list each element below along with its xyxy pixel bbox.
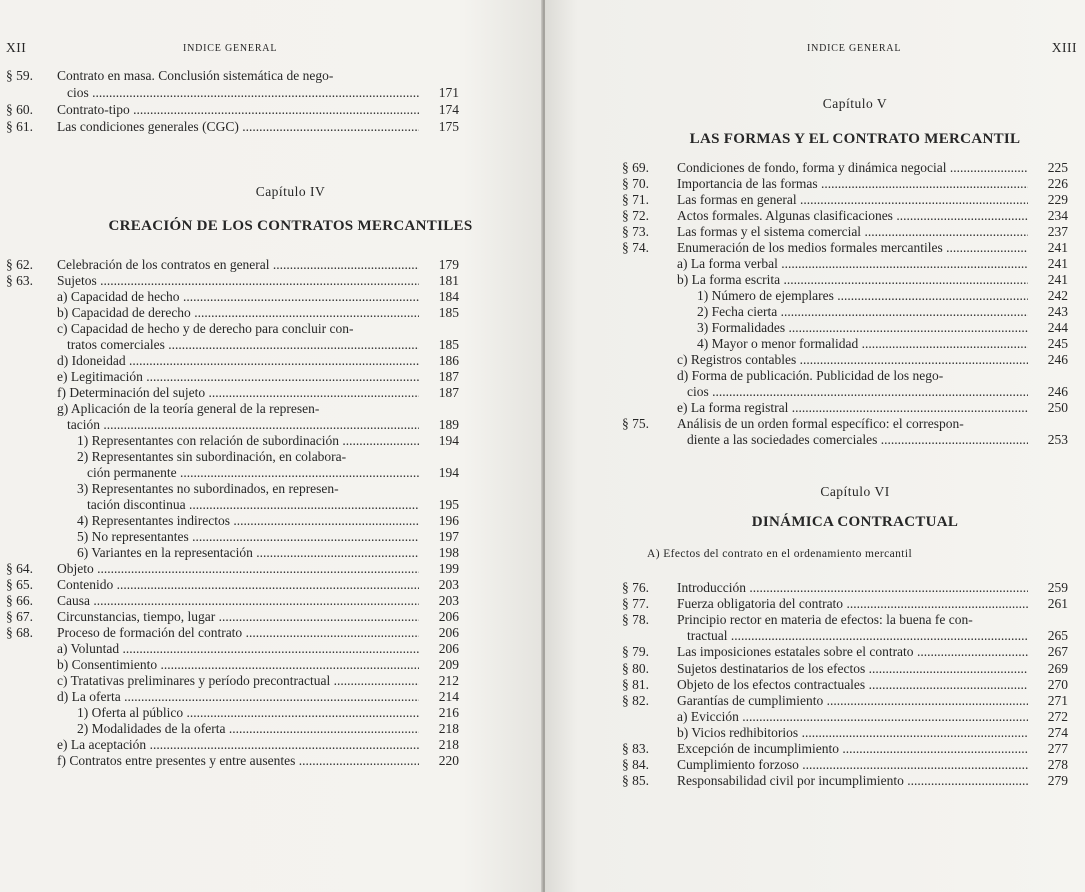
entry-title: Las imposiciones estatales sobre el contrato ..... (677, 644, 1028, 660)
toc-entry (622, 400, 1068, 416)
entry-number: § 67. (6, 609, 33, 624)
entry-title: Contenido ..... (57, 577, 419, 593)
entry-number: § 80. (622, 660, 649, 676)
toc-entry (6, 273, 459, 289)
entry-title: c) Registros contables ..... (677, 352, 1028, 368)
entry-title: 1) Número de ejemplares ..... (697, 288, 1028, 304)
chapter-6-label: Capítulo VI (820, 484, 890, 499)
toc-entry (622, 644, 1068, 660)
entry-title: Objeto de los efectos contractuales ..... (677, 677, 1028, 693)
toc-entry (6, 449, 459, 465)
entry-title: Fuerza obligatoria del contrato ..... (677, 596, 1028, 612)
entry-page: 175 (438, 119, 459, 134)
entry-title: Introducción ..... (677, 580, 1028, 596)
toc-entry (6, 433, 459, 449)
entry-title: Contrato-tipo ..... (57, 102, 419, 118)
entry-page: 209 (438, 657, 459, 672)
entry-number: § 74. (622, 240, 649, 255)
toc-entry (622, 256, 1068, 272)
toc-entry (6, 609, 459, 625)
entry-page: 195 (438, 497, 459, 512)
entry-title: e) Legitimación ..... (57, 369, 419, 385)
toc-entry (622, 336, 1068, 352)
chapter-4-label: Capítulo IV (255, 184, 326, 199)
entry-page: 206 (438, 641, 459, 656)
entry-page: 171 (438, 85, 459, 100)
entry-page: 189 (438, 417, 459, 432)
entry-title: cios ..... (67, 85, 419, 101)
entry-title: a) Evicción ..... (677, 709, 1028, 725)
entry-number: § 70. (622, 176, 649, 191)
toc-entry (622, 725, 1068, 741)
entry-title: Cumplimiento forzoso ..... (677, 757, 1028, 773)
entry-number: § 59. (6, 68, 33, 83)
entry-title: Las formas en general ..... (677, 192, 1028, 208)
entry-title: cios ..... (687, 384, 1028, 400)
entry-title: Contrato en masa. Conclusión sistemática de nego- (57, 68, 334, 83)
entry-title: Causa ..... (57, 593, 419, 609)
left-running-head: INDICE GENERAL (183, 43, 278, 54)
entry-title: tación discontinua ..... (87, 497, 419, 513)
toc-entry (6, 673, 459, 689)
entry-title: 2) Modalidades de la oferta ..... (77, 721, 419, 737)
entry-title: g) Aplicación de la teoría general de la represen- (57, 401, 320, 416)
toc-entry (622, 208, 1068, 224)
entry-title: tractual ..... (687, 628, 1028, 644)
entry-number: § 64. (6, 561, 33, 576)
entry-title: Condiciones de fondo, forma y dinámica negocial ..... (677, 160, 1028, 176)
entry-number: § 72. (622, 208, 649, 223)
entry-page: 214 (438, 689, 459, 704)
entry-page: 194 (438, 465, 459, 480)
entry-page: 181 (438, 273, 459, 288)
toc-entry (622, 384, 1068, 400)
toc-entry (6, 529, 459, 545)
toc-entry (622, 240, 1068, 256)
entry-number: § 63. (6, 273, 33, 288)
toc-entry (6, 497, 459, 513)
entry-page: 270 (1047, 676, 1068, 692)
entry-title: b) La forma escrita ..... (677, 272, 1028, 288)
toc-entry (622, 304, 1068, 320)
toc-entry (622, 320, 1068, 336)
chapter-5-title: LAS FORMAS Y EL CONTRATO MERCANTIL (689, 131, 1021, 147)
entry-page: 269 (1047, 660, 1068, 676)
entry-page: 234 (1047, 208, 1068, 223)
entry-number: § 65. (6, 577, 33, 592)
toc-entry (6, 737, 459, 753)
toc-entry (6, 385, 459, 401)
toc-entry (622, 580, 1068, 596)
entry-page: 241 (1047, 240, 1068, 255)
toc-entry (6, 68, 459, 84)
right-folio: XIII (1051, 40, 1077, 55)
entry-page: 250 (1047, 400, 1068, 415)
entry-title: f) Determinación del sujeto ..... (57, 385, 419, 401)
entry-title: diente a las sociedades comerciales ..... (687, 432, 1028, 448)
entry-title: b) Consentimiento ..... (57, 657, 419, 673)
entry-page: 185 (438, 337, 459, 352)
entry-number: § 66. (6, 593, 33, 608)
entry-title: Las formas y el sistema comercial ..... (677, 224, 1028, 240)
toc-entry (622, 709, 1068, 725)
entry-number: § 69. (622, 160, 649, 175)
entry-title: Principio rector en materia de efectos: la buena fe con- (677, 612, 973, 628)
entry-page: 259 (1047, 580, 1068, 595)
entry-title: 5) No representantes ..... (77, 529, 419, 545)
toc-entry (622, 596, 1068, 612)
toc-entry (622, 661, 1068, 677)
toc-entry (6, 401, 459, 417)
entry-page: 185 (438, 305, 459, 320)
entry-page: 271 (1047, 692, 1068, 708)
toc-entry (6, 481, 459, 497)
right-page (545, 0, 1085, 892)
entry-page: 274 (1047, 724, 1068, 740)
toc-entry (622, 741, 1068, 757)
toc-entry (622, 160, 1068, 176)
entry-title: d) Forma de publicación. Publicidad de los nego- (677, 368, 944, 383)
entry-page: 206 (438, 609, 459, 624)
entry-title: 6) Variantes en la representación ..... (77, 545, 419, 561)
entry-title: a) Capacidad de hecho ..... (57, 289, 419, 305)
entry-page: 196 (438, 513, 459, 528)
entry-number: § 75. (622, 416, 649, 431)
entry-page: 174 (438, 102, 459, 117)
toc-entry (622, 628, 1068, 644)
entry-title: a) Voluntad ..... (57, 641, 419, 657)
toc-entry (622, 288, 1068, 304)
entry-title: Enumeración de los medios formales mercantiles ..... (677, 240, 1028, 256)
toc-entry (622, 368, 1068, 384)
entry-page: 203 (438, 593, 459, 608)
chapter-5-label: Capítulo V (822, 96, 888, 111)
toc-entry (622, 224, 1068, 240)
entry-page: 241 (1047, 256, 1068, 271)
toc-entry (622, 352, 1068, 368)
entry-page: 279 (1047, 773, 1068, 789)
entry-title: b) Capacidad de derecho ..... (57, 305, 419, 321)
entry-page: 246 (1047, 384, 1068, 399)
entry-number: § 81. (622, 676, 649, 692)
entry-title: 4) Mayor o menor formalidad ..... (697, 336, 1028, 352)
toc-entry (622, 612, 1068, 628)
entry-page: 187 (438, 369, 459, 384)
entry-title: e) La aceptación ..... (57, 737, 419, 753)
entry-page: 184 (438, 289, 459, 304)
toc-entry (622, 677, 1068, 693)
entry-title: Objeto ..... (57, 561, 419, 577)
entry-page: 244 (1047, 320, 1068, 335)
toc-entry (6, 369, 459, 385)
toc-entry (622, 693, 1068, 709)
entry-title: d) La oferta ..... (57, 689, 419, 705)
entry-number: § 85. (622, 773, 649, 789)
entry-number: § 73. (622, 224, 649, 239)
entry-title: a) La forma verbal ..... (677, 256, 1028, 272)
toc-entry (6, 513, 459, 529)
entry-page: 212 (438, 673, 459, 688)
entry-page: 197 (438, 529, 459, 544)
entry-page: 242 (1047, 288, 1068, 303)
entry-page: 267 (1047, 644, 1068, 660)
toc-entry (6, 257, 459, 273)
entry-title: Actos formales. Algunas clasificaciones ..... (677, 208, 1028, 224)
left-folio: XII (6, 40, 27, 55)
entry-title: Celebración de los contratos en general ..... (57, 257, 419, 273)
entry-number: § 60. (6, 102, 33, 117)
entry-page: 261 (1047, 596, 1068, 612)
entry-title: Garantías de cumplimiento ..... (677, 693, 1028, 709)
entry-title: c) Tratativas preliminares y período precontractual ..... (57, 673, 419, 689)
entry-number: § 61. (6, 119, 33, 134)
entry-number: § 83. (622, 741, 649, 756)
toc-entry (6, 721, 459, 737)
entry-page: 265 (1047, 628, 1068, 644)
entry-title: Circunstancias, tiempo, lugar ..... (57, 609, 419, 625)
entry-page: 245 (1047, 336, 1068, 351)
entry-page: 277 (1047, 741, 1068, 756)
entry-number: § 78. (622, 612, 649, 628)
entry-title: ción permanente ..... (87, 465, 419, 481)
entry-page: 225 (1047, 160, 1068, 175)
toc-entry (622, 432, 1068, 448)
entry-title: Sujetos ..... (57, 273, 419, 289)
toc-entry (6, 305, 459, 321)
entry-title: Sujetos destinatarios de los efectos ..... (677, 661, 1028, 677)
entry-number: § 62. (6, 257, 33, 272)
toc-entry (6, 85, 459, 101)
entry-title: Excepción de incumplimiento ..... (677, 741, 1028, 757)
toc-entry (6, 321, 459, 337)
toc-entry (6, 705, 459, 721)
entry-number: § 71. (622, 192, 649, 207)
toc-entry (6, 593, 459, 609)
chapter-6-title: DINÁMICA CONTRACTUAL (751, 514, 959, 530)
toc-entry (6, 561, 459, 577)
toc-entry (6, 465, 459, 481)
entry-page: 203 (438, 577, 459, 592)
toc-entry (6, 577, 459, 593)
entry-page: 253 (1047, 432, 1068, 447)
toc-entry (6, 641, 459, 657)
entry-page: 186 (438, 353, 459, 368)
entry-page: 229 (1047, 192, 1068, 207)
entry-title: 1) Oferta al público ..... (77, 705, 419, 721)
toc-entry (622, 773, 1068, 789)
entry-title: c) Capacidad de hecho y de derecho para concluir con- (57, 321, 354, 336)
entry-title: d) Idoneidad ..... (57, 353, 419, 369)
toc-entry (6, 337, 459, 353)
entry-page: 194 (438, 433, 459, 448)
entry-page: 218 (438, 737, 459, 752)
toc-entry (6, 289, 459, 305)
entry-page: 272 (1047, 708, 1068, 724)
toc-entry (6, 689, 459, 705)
toc-entry (622, 192, 1068, 208)
entry-number: § 82. (622, 692, 649, 708)
entry-page: 246 (1047, 352, 1068, 367)
right-running-head: INDICE GENERAL (807, 43, 902, 54)
toc-entry (6, 545, 459, 561)
entry-page: 243 (1047, 304, 1068, 319)
toc-entry (6, 657, 459, 673)
entry-title: 2) Fecha cierta ..... (697, 304, 1028, 320)
entry-title: Responsabilidad civil por incumplimiento ..... (677, 773, 1028, 789)
entry-title: b) Vicios redhibitorios ..... (677, 725, 1028, 741)
entry-title: Las condiciones generales (CGC) ..... (57, 119, 419, 135)
toc-entry (6, 353, 459, 369)
toc-entry (622, 272, 1068, 288)
toc-entry (6, 625, 459, 641)
entry-page: 216 (438, 705, 459, 720)
toc-entry (6, 417, 459, 433)
toc-entry (622, 416, 1068, 432)
entry-title: 3) Formalidades ..... (697, 320, 1028, 336)
entry-page: 241 (1047, 272, 1068, 287)
entry-title: Proceso de formación del contrato ..... (57, 625, 419, 641)
entry-page: 226 (1047, 176, 1068, 191)
entry-number: § 68. (6, 625, 33, 640)
entry-page: 278 (1047, 757, 1068, 773)
section-a-heading: A) Efectos del contrato en el ordenamiento mercantil (647, 548, 913, 560)
entry-title: Análisis de un orden formal específico: el correspon- (677, 416, 964, 431)
entry-number: § 84. (622, 757, 649, 773)
entry-page: 179 (438, 257, 459, 272)
toc-entry (6, 753, 459, 769)
toc-entry (622, 757, 1068, 773)
entry-page: 218 (438, 721, 459, 736)
chapter-4-title: CREACIÓN DE LOS CONTRATOS MERCANTILES (108, 218, 473, 234)
entry-number: § 79. (622, 644, 649, 660)
toc-entry (6, 102, 459, 118)
entry-page: 237 (1047, 224, 1068, 239)
toc-entry (622, 176, 1068, 192)
entry-title: 3) Representantes no subordinados, en represen- (77, 481, 339, 496)
entry-page: 187 (438, 385, 459, 400)
entry-title: 4) Representantes indirectos ..... (77, 513, 419, 529)
entry-number: § 77. (622, 596, 649, 612)
entry-title: 1) Representantes con relación de subordinación ..... (77, 433, 419, 449)
entry-title: e) La forma registral ..... (677, 400, 1028, 416)
entry-page: 220 (438, 753, 459, 768)
entry-number: § 76. (622, 580, 649, 595)
entry-page: 198 (438, 545, 459, 560)
entry-title: 2) Representantes sin subordinación, en colabora- (77, 449, 347, 464)
entry-title: Importancia de las formas ..... (677, 176, 1028, 192)
entry-title: f) Contratos entre presentes y entre ausentes ..... (57, 753, 419, 769)
toc-entry (6, 119, 459, 135)
entry-page: 206 (438, 625, 459, 640)
entry-title: tratos comerciales ..... (67, 337, 419, 353)
entry-title: tación ..... (67, 417, 419, 433)
entry-page: 199 (438, 561, 459, 576)
